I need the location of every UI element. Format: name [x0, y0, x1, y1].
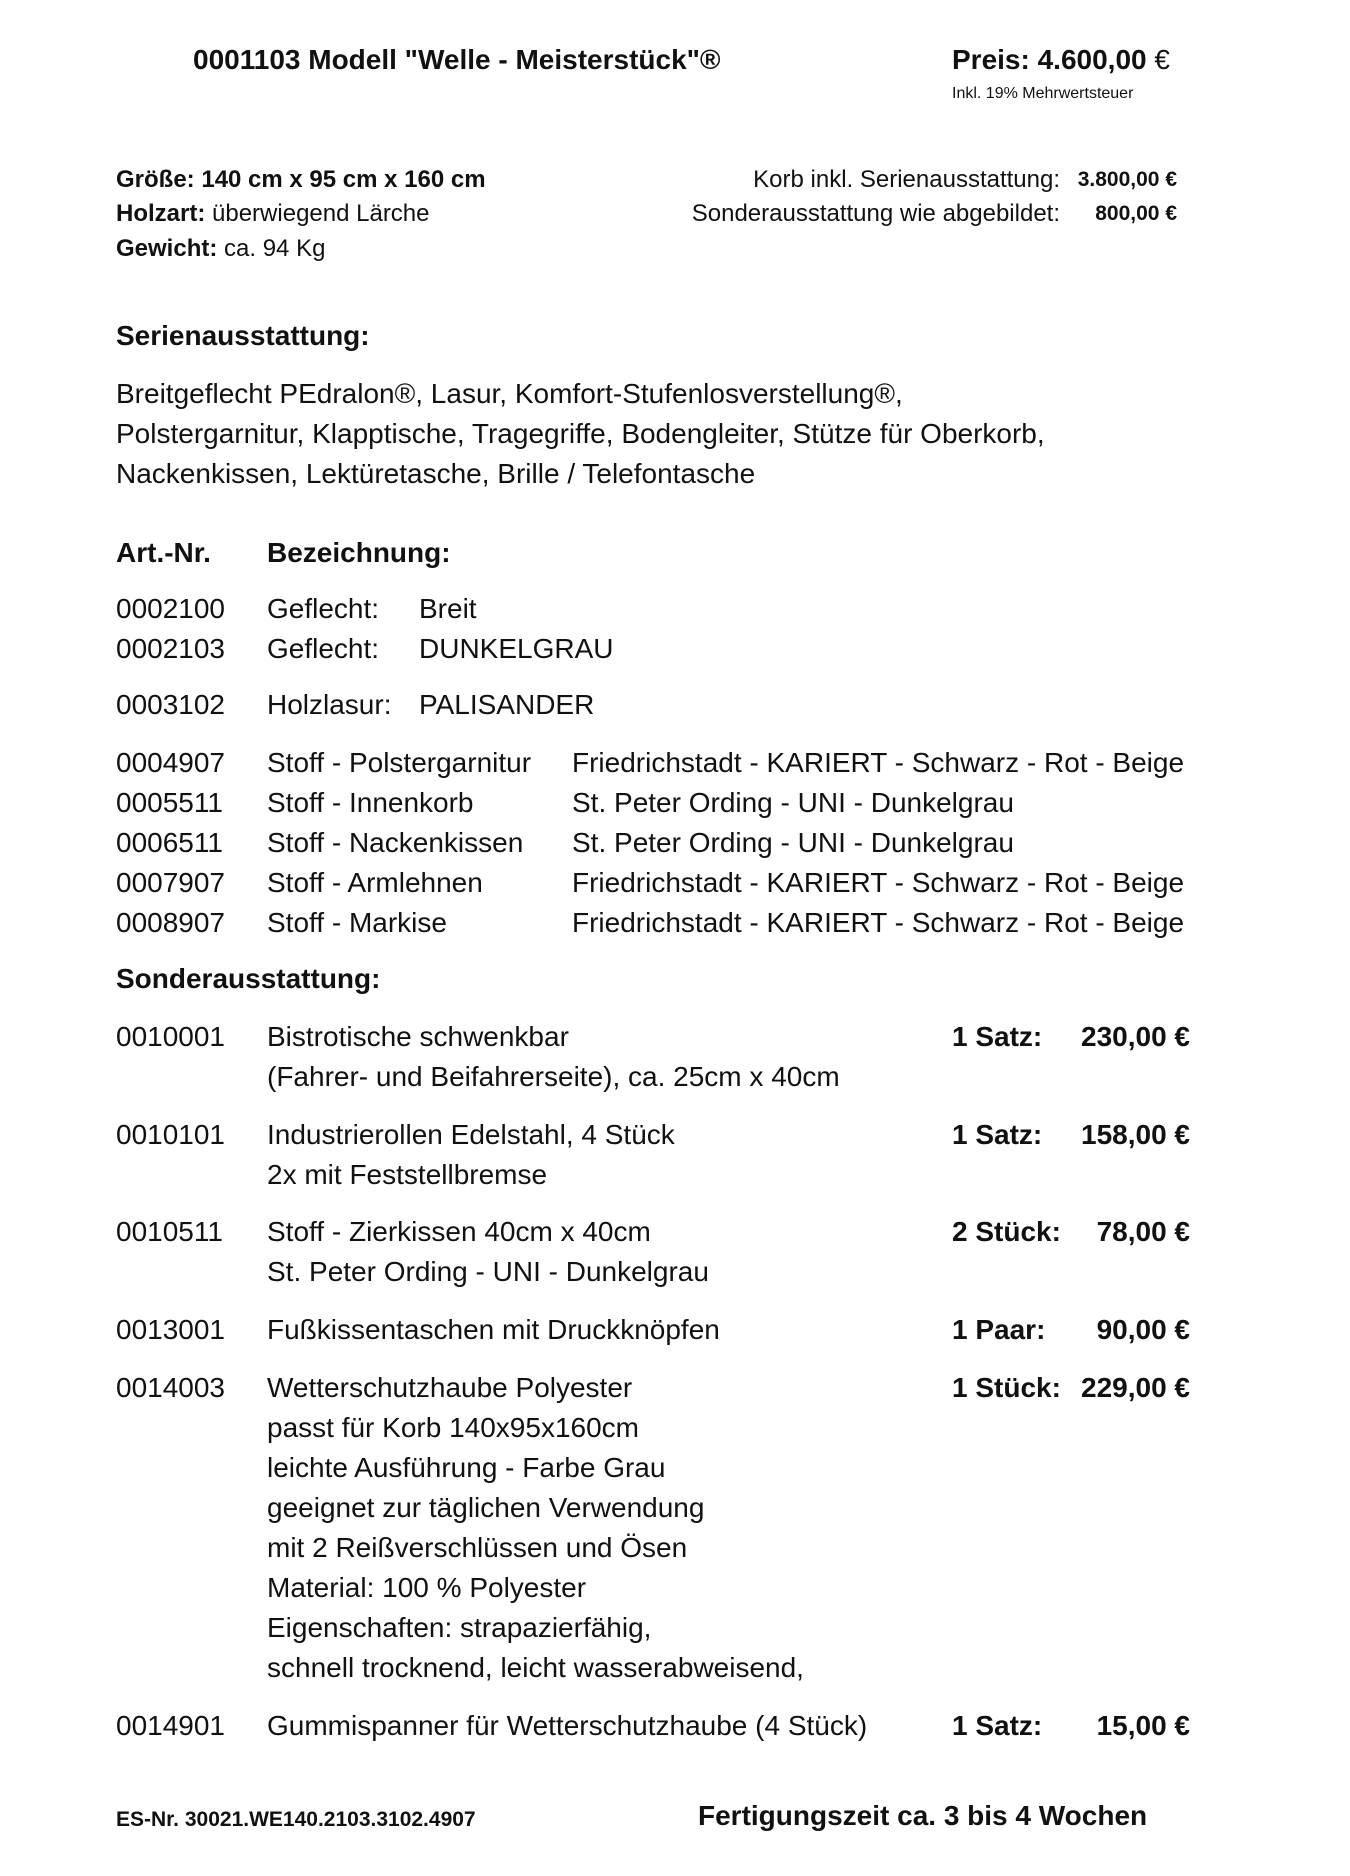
extras-price-value: 800,00 € — [1095, 202, 1177, 225]
special-item-line: Stoff - Zierkissen 40cm x 40cm — [267, 1216, 651, 1247]
column-art-nr: Art.-Nr. — [116, 537, 211, 568]
special-item-nr: 0010101 — [116, 1119, 226, 1150]
item-nr: 0003102 — [116, 689, 226, 720]
special-item-nr: 0010511 — [116, 1216, 223, 1247]
item-value: DUNKELGRAU — [419, 633, 614, 664]
special-item-line: Material: 100 % Polyester — [267, 1572, 587, 1603]
item-value: PALISANDER — [419, 689, 595, 720]
extras-price-label: Sonderausstattung wie abgebildet: — [691, 200, 1060, 227]
special-item-line: (Fahrer- und Beifahrerseite), ca. 25cm x 40cm — [267, 1061, 840, 1092]
item-label: Stoff - Markise — [267, 907, 447, 938]
item-label: Stoff - Innenkorb — [267, 787, 474, 818]
price-value: 4.600,00 — [1037, 44, 1147, 75]
special-item-line: geeignet zur täglichen Verwendung — [267, 1492, 705, 1523]
special-item-line: leichte Ausführung - Farbe Grau — [267, 1452, 666, 1483]
currency-symbol: € — [1154, 44, 1170, 75]
item-label: Holzlasur: — [267, 689, 392, 720]
item-value: St. Peter Ording - UNI - Dunkelgrau — [572, 827, 1014, 858]
item-value: Breit — [419, 593, 477, 624]
spec-size — [116, 166, 486, 194]
weight-value: ca. 94 Kg — [224, 235, 326, 262]
special-item-nr: 0010001 — [116, 1021, 226, 1052]
spec-weight — [116, 235, 325, 263]
special-item-qty: 1 Paar: — [952, 1314, 1046, 1345]
series-line: Breitgeflecht PEdralon®, Lasur, Komfort-Stufenlosverstellung®, — [116, 378, 903, 409]
item-nr: 0007907 — [116, 867, 226, 898]
basket-price-label: Korb inkl. Serienausstattung: — [753, 166, 1060, 193]
item-label: Stoff - Polstergarnitur — [267, 747, 532, 778]
es-number: ES-Nr. 30021.WE140.2103.3102.4907 — [116, 1808, 476, 1831]
special-item-qty: 1 Stück: — [952, 1372, 1061, 1403]
special-item-price: 15,00 € — [1096, 1710, 1190, 1741]
item-nr: 0002100 — [116, 593, 226, 624]
item-value: Friedrichstadt - KARIERT - Schwarz - Rot - Beige — [572, 907, 1185, 938]
special-item-line: Wetterschutzhaube Polyester — [267, 1372, 633, 1403]
item-label: Geflecht: — [267, 593, 380, 624]
basket-price-value: 3.800,00 € — [1077, 168, 1177, 191]
item-value: Friedrichstadt - KARIERT - Schwarz - Rot - Beige — [572, 867, 1185, 898]
special-item-qty: 1 Satz: — [952, 1710, 1043, 1741]
special-item-price: 158,00 € — [1081, 1119, 1190, 1150]
special-item-line: St. Peter Ording - UNI - Dunkelgrau — [267, 1256, 709, 1287]
model-title: 0001103 Modell "Welle - Meisterstück"® — [193, 44, 721, 75]
special-item-line: Eigenschaften: strapazierfähig, — [267, 1612, 652, 1643]
special-item-qty: 1 Satz: — [952, 1119, 1043, 1150]
special-item-line: Bistrotische schwenkbar — [267, 1021, 569, 1052]
size-label: Größe: — [116, 166, 195, 193]
special-item-nr: 0013001 — [116, 1314, 226, 1345]
item-label: Geflecht: — [267, 633, 380, 664]
weight-label: Gewicht: — [116, 235, 218, 262]
item-nr: 0004907 — [116, 747, 226, 778]
special-item-line: schnell trocknend, leicht wasserabweisend, — [267, 1652, 804, 1683]
special-item-line: Fußkissentaschen mit Druckknöpfen — [267, 1314, 720, 1345]
item-nr: 0008907 — [116, 907, 226, 938]
vat-note: Inkl. 19% Mehrwertsteuer — [952, 85, 1134, 102]
column-designation: Bezeichnung: — [267, 537, 451, 568]
wood-value: überwiegend Lärche — [212, 200, 430, 227]
series-line: Nackenkissen, Lektüretasche, Brille / Telefontasche — [116, 458, 756, 489]
special-item-line: Industrierollen Edelstahl, 4 Stück — [267, 1119, 675, 1150]
price-label: Preis: — [952, 44, 1030, 75]
item-nr: 0002103 — [116, 633, 226, 664]
item-nr: 0006511 — [116, 827, 223, 858]
special-item-price: 230,00 € — [1081, 1021, 1190, 1052]
special-item-qty: 1 Satz: — [952, 1021, 1043, 1052]
spec-wood — [116, 200, 430, 228]
item-label: Stoff - Nackenkissen — [267, 827, 524, 858]
series-line: Polstergarnitur, Klapptische, Tragegriffe, Bodengleiter, Stütze für Oberkorb, — [116, 418, 1045, 449]
special-item-qty: 2 Stück: — [952, 1216, 1061, 1247]
special-item-line: Gummispanner für Wetterschutzhaube (4 Stück) — [267, 1710, 868, 1741]
production-time: Fertigungszeit ca. 3 bis 4 Wochen — [698, 1800, 1148, 1831]
special-item-nr: 0014003 — [116, 1372, 226, 1403]
size-value: 140 cm x 95 cm x 160 cm — [201, 166, 486, 193]
special-item-price: 90,00 € — [1096, 1314, 1190, 1345]
special-item-line: passt für Korb 140x95x160cm — [267, 1412, 639, 1443]
special-item-line: mit 2 Reißverschlüssen und Ösen — [267, 1532, 688, 1563]
special-item-price: 78,00 € — [1096, 1216, 1190, 1247]
item-label: Stoff - Armlehnen — [267, 867, 483, 898]
item-nr: 0005511 — [116, 787, 223, 818]
item-value: St. Peter Ording - UNI - Dunkelgrau — [572, 787, 1014, 818]
price — [952, 44, 1170, 76]
wood-label: Holzart: — [116, 200, 206, 227]
special-heading: Sonderausstattung: — [116, 963, 381, 994]
item-value: Friedrichstadt - KARIERT - Schwarz - Rot - Beige — [572, 747, 1185, 778]
special-item-line: 2x mit Feststellbremse — [267, 1159, 548, 1190]
special-item-price: 229,00 € — [1081, 1372, 1190, 1403]
special-item-nr: 0014901 — [116, 1710, 226, 1741]
series-heading: Serienausstattung: — [116, 320, 370, 351]
